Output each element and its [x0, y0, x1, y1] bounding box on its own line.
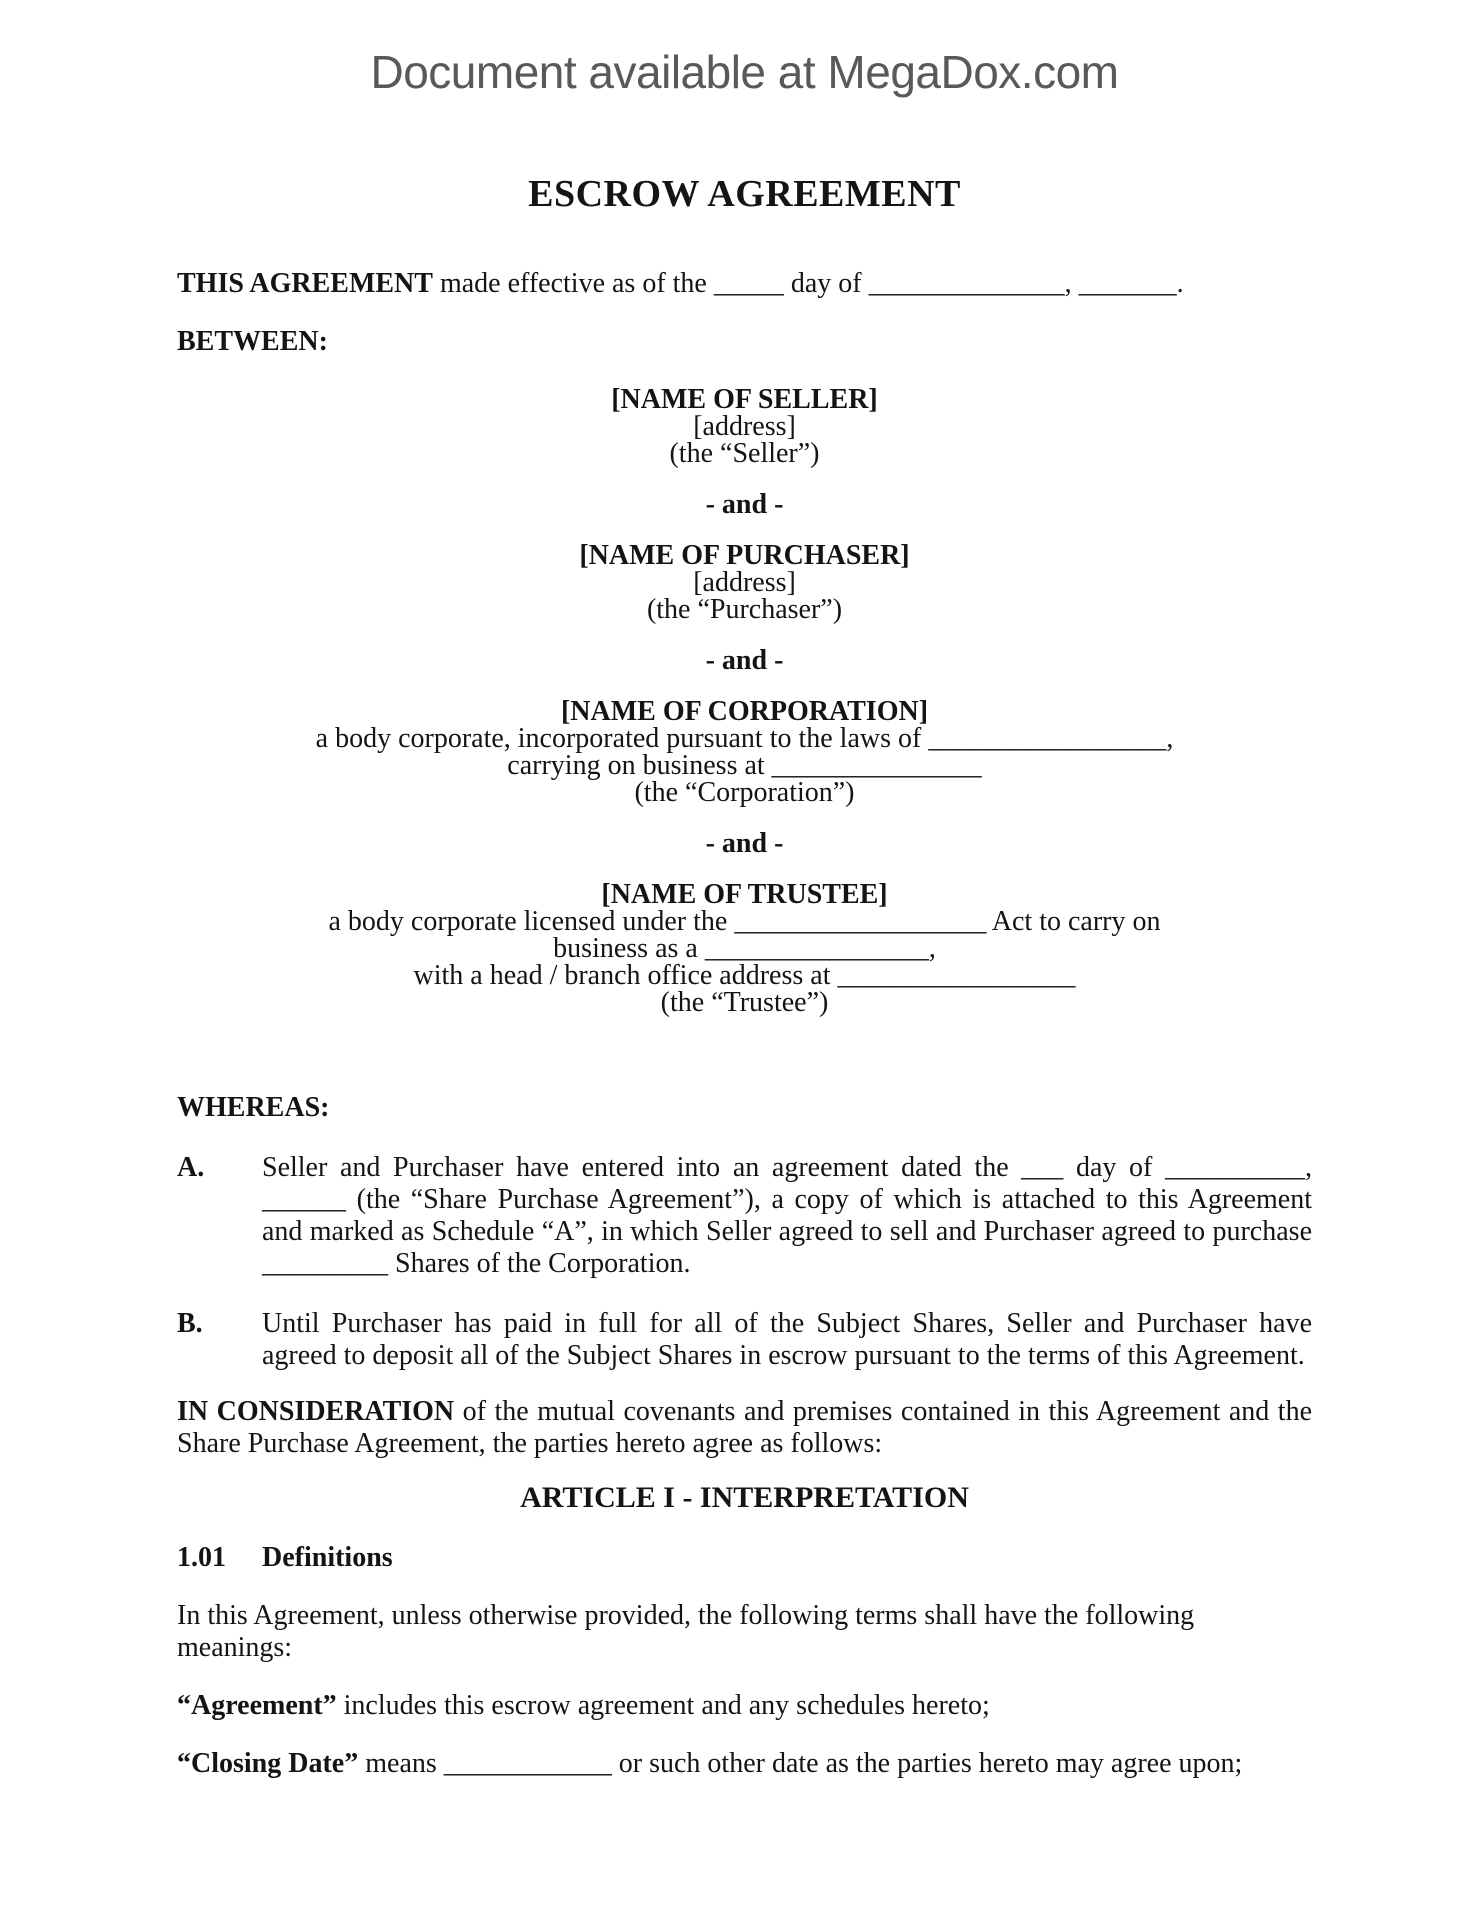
- intro-lead: THIS AGREEMENT: [177, 268, 433, 299]
- recital-a-text: Seller and Purchaser have entered into an agreement dated the ___ day of __________, ______ (the “Share Purchase Agreement”), a copy of which is attached to this Agreement and marked as Schedule “A”, in which Seller agreed to sell and Purchaser agreed to purchase _________ Shares of the Corporation.: [262, 1152, 1312, 1279]
- definition-agreement: [177, 1690, 1312, 1722]
- recital-b-label: B.: [177, 1308, 203, 1339]
- corporation-designation: (the “Corporation”): [634, 777, 855, 808]
- intro-rest: made effective as of the _____ day of ______________, _______.: [432, 268, 1184, 299]
- section-1-01: [177, 1542, 1312, 1574]
- article-1-heading: ARTICLE I - INTERPRETATION: [520, 1481, 969, 1514]
- corporation-name: [NAME OF CORPORATION]: [560, 696, 929, 727]
- trustee-block: [177, 881, 1312, 1016]
- corporation-laws-line: a body corporate, incorporated pursuant to the laws of _________________,: [315, 723, 1174, 754]
- consideration-lead: IN CONSIDERATION: [177, 1396, 455, 1427]
- definition-agreement-text: includes this escrow agreement and any schedules hereto;: [336, 1690, 990, 1721]
- recital-a-label: A.: [177, 1152, 205, 1183]
- and-separator-2: - and -: [705, 645, 784, 676]
- section-1-01-title: Definitions: [262, 1542, 393, 1573]
- definition-closing-date: [177, 1748, 1312, 1780]
- corporation-business-line: carrying on business at _______________: [507, 750, 982, 781]
- and-separator-1: - and -: [705, 489, 784, 520]
- recital-a: [177, 1152, 1312, 1280]
- trustee-office-line: with a head / branch office address at _________________: [413, 960, 1076, 991]
- purchaser-block: [177, 542, 1312, 623]
- definition-agreement-term: “Agreement”: [177, 1690, 337, 1721]
- definition-closing-date-text: means ____________ or such other date as the parties hereto may agree upon;: [358, 1748, 1243, 1779]
- section-1-01-number: 1.01: [177, 1542, 226, 1573]
- parties-block: [177, 386, 1312, 1016]
- seller-address: [address]: [693, 411, 796, 442]
- consideration-clause: [177, 1396, 1312, 1460]
- seller-designation: (the “Seller”): [669, 438, 820, 469]
- corporation-block: [177, 698, 1312, 806]
- purchaser-designation: (the “Purchaser”): [646, 594, 843, 625]
- definitions-intro: In this Agreement, unless otherwise provided, the following terms shall have the following meanings:: [177, 1600, 1195, 1663]
- consideration-rest: of the mutual covenants and premises contained in this Agreement and the Share Purchase Agreement, the parties hereto agree as follows:: [177, 1396, 1312, 1459]
- recital-b: [177, 1308, 1312, 1372]
- seller-name: [NAME OF SELLER]: [611, 384, 878, 415]
- between-label: BETWEEN:: [177, 326, 328, 357]
- trustee-business-line: business as a ________________,: [553, 933, 936, 964]
- intro-clause: [177, 268, 1312, 300]
- whereas-label: WHEREAS:: [177, 1092, 330, 1123]
- trustee-name: [NAME OF TRUSTEE]: [601, 879, 888, 910]
- trustee-designation: (the “Trustee”): [660, 987, 829, 1018]
- and-separator-3: - and -: [705, 828, 784, 859]
- definition-closing-date-term: “Closing Date”: [177, 1748, 359, 1779]
- seller-block: [177, 386, 1312, 467]
- recital-b-text: Until Purchaser has paid in full for all of the Subject Shares, Seller and Purchaser have agreed to deposit all of the Subject Shares in escrow pursuant to the terms of this Agreement.: [262, 1308, 1312, 1371]
- purchaser-address: [address]: [693, 567, 796, 598]
- document-title: ESCROW AGREEMENT: [528, 173, 961, 215]
- trustee-licence-line: a body corporate licensed under the __________________ Act to carry on: [328, 906, 1161, 937]
- watermark-banner: Document available at MegaDox.com: [370, 46, 1119, 98]
- purchaser-name: [NAME OF PURCHASER]: [579, 540, 910, 571]
